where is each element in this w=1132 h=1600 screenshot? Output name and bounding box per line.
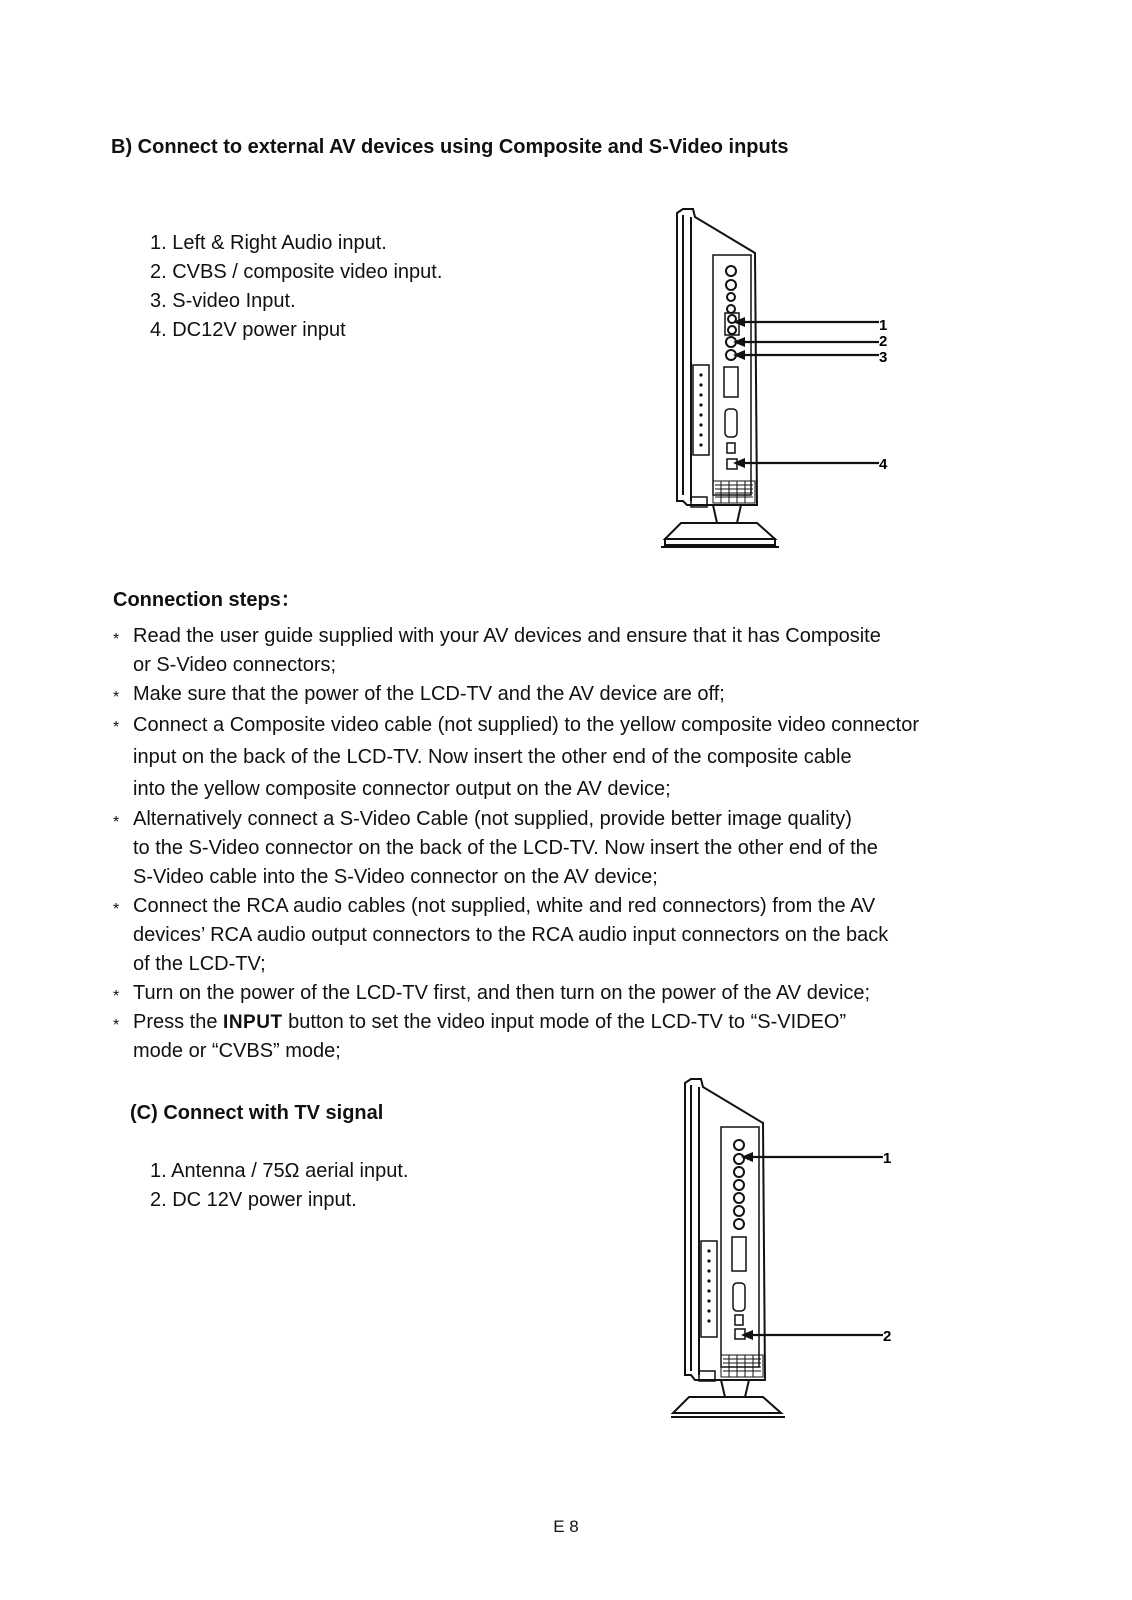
connection-steps-title: Connection steps： <box>113 589 301 611</box>
step-item <box>113 1008 1043 1066</box>
step-text: Press the <box>133 1011 224 1033</box>
step-line: into the yellow composite connector output on the AV device; <box>133 778 671 800</box>
step-line: devices’ RCA audio output connectors to the RCA audio input connectors on the back <box>133 924 889 946</box>
step-item <box>113 805 1043 892</box>
step-line <box>133 1008 1043 1037</box>
step-item <box>113 979 1043 1008</box>
callout-label: 2 <box>883 1328 892 1345</box>
step-item <box>113 680 1043 709</box>
step-line: Connect the RCA audio cables (not supplied, white and red connectors) from the AV <box>133 895 876 917</box>
bullet: * <box>113 689 120 706</box>
callout-label: 1 <box>883 1150 892 1167</box>
step-line: Turn on the power of the LCD-TV first, and then turn on the power of the AV device; <box>133 982 871 1004</box>
step-item <box>113 892 1043 979</box>
section-b-heading: B) Connect to external AV devices using Composite and S-Video inputs <box>111 136 789 158</box>
list-item: 2. CVBS / composite video input. <box>150 261 443 283</box>
step-line: Make sure that the power of the LCD-TV and the AV device are off; <box>133 683 725 705</box>
bullet: * <box>113 719 120 736</box>
input-button-label: INPUT <box>223 1012 283 1033</box>
callout-label: 2 <box>879 333 888 350</box>
step-line: to the S-Video connector on the back of the LCD-TV. Now insert the other end of the <box>133 837 878 859</box>
step-item <box>113 622 1043 680</box>
callout-label: 4 <box>879 456 888 473</box>
step-item <box>113 709 1043 805</box>
list-item: 3. S-video Input. <box>150 290 296 312</box>
bullet: * <box>113 814 120 831</box>
step-line: S-Video cable into the S-Video connector on the AV device; <box>133 866 658 888</box>
section-c-list <box>150 1157 408 1215</box>
step-line: mode or “CVBS” mode; <box>133 1040 341 1062</box>
list-item: 1. Left & Right Audio input. <box>150 232 387 254</box>
step-line: or S-Video connectors; <box>133 654 337 676</box>
section-c-heading: (C) Connect with TV signal <box>130 1102 384 1124</box>
bullet: * <box>113 1017 120 1034</box>
tv-side-diagram-c <box>635 1075 915 1430</box>
list-item: 2. DC 12V power input. <box>150 1189 357 1211</box>
connection-steps-list <box>113 622 1043 1066</box>
bullet: * <box>113 988 120 1005</box>
tv-side-diagram-b <box>625 205 915 560</box>
bullet: * <box>113 901 120 918</box>
step-line: of the LCD-TV; <box>133 953 266 975</box>
step-line: Read the user guide supplied with your AV devices and ensure that it has Composite <box>133 625 881 647</box>
callout-label: 1 <box>879 317 888 334</box>
step-line: Connect a Composite video cable (not supplied) to the yellow composite video connector <box>133 714 919 736</box>
step-line: Alternatively connect a S-Video Cable (not supplied, provide better image quality) <box>133 808 852 830</box>
list-item: 1. Antenna / 75Ω aerial input. <box>150 1160 409 1182</box>
bullet: * <box>113 631 120 648</box>
page-number: E 8 <box>553 1517 579 1536</box>
step-line: input on the back of the LCD-TV. Now insert the other end of the composite cable <box>133 746 852 768</box>
section-b-list <box>150 229 442 345</box>
callout-label: 3 <box>879 349 888 366</box>
list-item: 4. DC12V power input <box>150 319 346 341</box>
step-text: button to set the video input mode of the LCD-TV to “S-VIDEO” <box>282 1011 847 1033</box>
